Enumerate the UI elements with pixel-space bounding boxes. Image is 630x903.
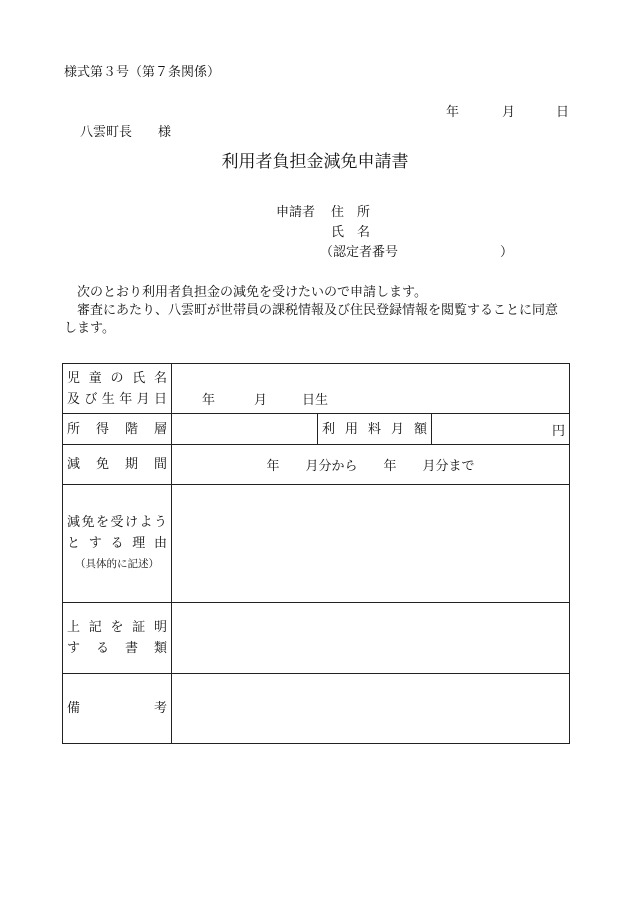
- child-name-label-line1: 児童の氏名: [67, 370, 167, 386]
- table-row: [63, 674, 570, 744]
- table-row: [63, 445, 570, 485]
- reason-label-line2: とする理由: [67, 536, 167, 551]
- income-bracket-label-text: 所得階層: [67, 421, 167, 437]
- applicant-address-label: 住 所: [331, 205, 371, 220]
- monthly-fee-field[interactable]: [432, 414, 570, 445]
- remarks-label: [63, 674, 172, 744]
- child-name-dob-field[interactable]: [172, 364, 570, 414]
- monthly-fee-label: [318, 414, 432, 445]
- proof-documents-label: [63, 603, 172, 674]
- child-name-label-line2: 及び生年月日: [67, 391, 167, 407]
- proof-documents-field[interactable]: [172, 603, 570, 674]
- reduction-period-label: [63, 445, 172, 485]
- reason-label-note: （具体的に記述）: [75, 558, 159, 570]
- consent-paragraph: 審査にあたり、八雲町が世帯員の課税情報及び住民登録情報を閲覧することに同意します。: [64, 303, 559, 336]
- remarks-field[interactable]: [172, 674, 570, 744]
- certification-number-label: （認定者番号: [320, 245, 399, 260]
- date-year-label: 年: [446, 105, 460, 120]
- dob-month: 月: [254, 392, 268, 408]
- form-number: 様式第３号（第７条関係）: [64, 65, 221, 80]
- applicant-name-label: 氏 名: [331, 225, 371, 240]
- remarks-label-text: 備考: [67, 701, 167, 716]
- table-row: [63, 364, 570, 414]
- document-title: 利用者負担金減免申請書: [221, 152, 409, 172]
- certification-number-close: ）: [500, 245, 514, 260]
- income-bracket-field[interactable]: [172, 414, 318, 445]
- reason-label-line1: 減免を受けよう: [67, 515, 167, 530]
- reduction-period-value: 年 月分から 年 月分まで: [266, 459, 475, 474]
- table-row: [63, 485, 570, 603]
- reduction-period-field[interactable]: [172, 445, 570, 485]
- applicant-label: 申請者: [276, 205, 316, 220]
- dob-day: 日生: [302, 392, 329, 408]
- date-month-label: 月: [502, 105, 516, 120]
- application-form-table: [62, 363, 570, 744]
- yen-unit: 円: [551, 423, 565, 439]
- addressee: 八雲町長 様: [80, 125, 172, 140]
- child-name-label: [63, 364, 172, 414]
- dob-year: 年: [202, 392, 216, 408]
- monthly-fee-label-text: 利用料月額: [322, 421, 427, 437]
- proof-documents-label-line1: 上記を証明: [67, 620, 167, 635]
- table-row: [63, 414, 570, 445]
- reduction-period-label-text: 減免期間: [67, 457, 167, 472]
- request-paragraph: 次のとおり利用者負担金の減免を受けたいので申請します。: [77, 285, 427, 300]
- table-row: [63, 603, 570, 674]
- reason-label: [63, 485, 172, 603]
- date-day-label: 日: [556, 105, 570, 120]
- income-bracket-label: [63, 414, 172, 445]
- proof-documents-label-line2: する書類: [67, 641, 167, 656]
- reason-field[interactable]: [172, 485, 570, 603]
